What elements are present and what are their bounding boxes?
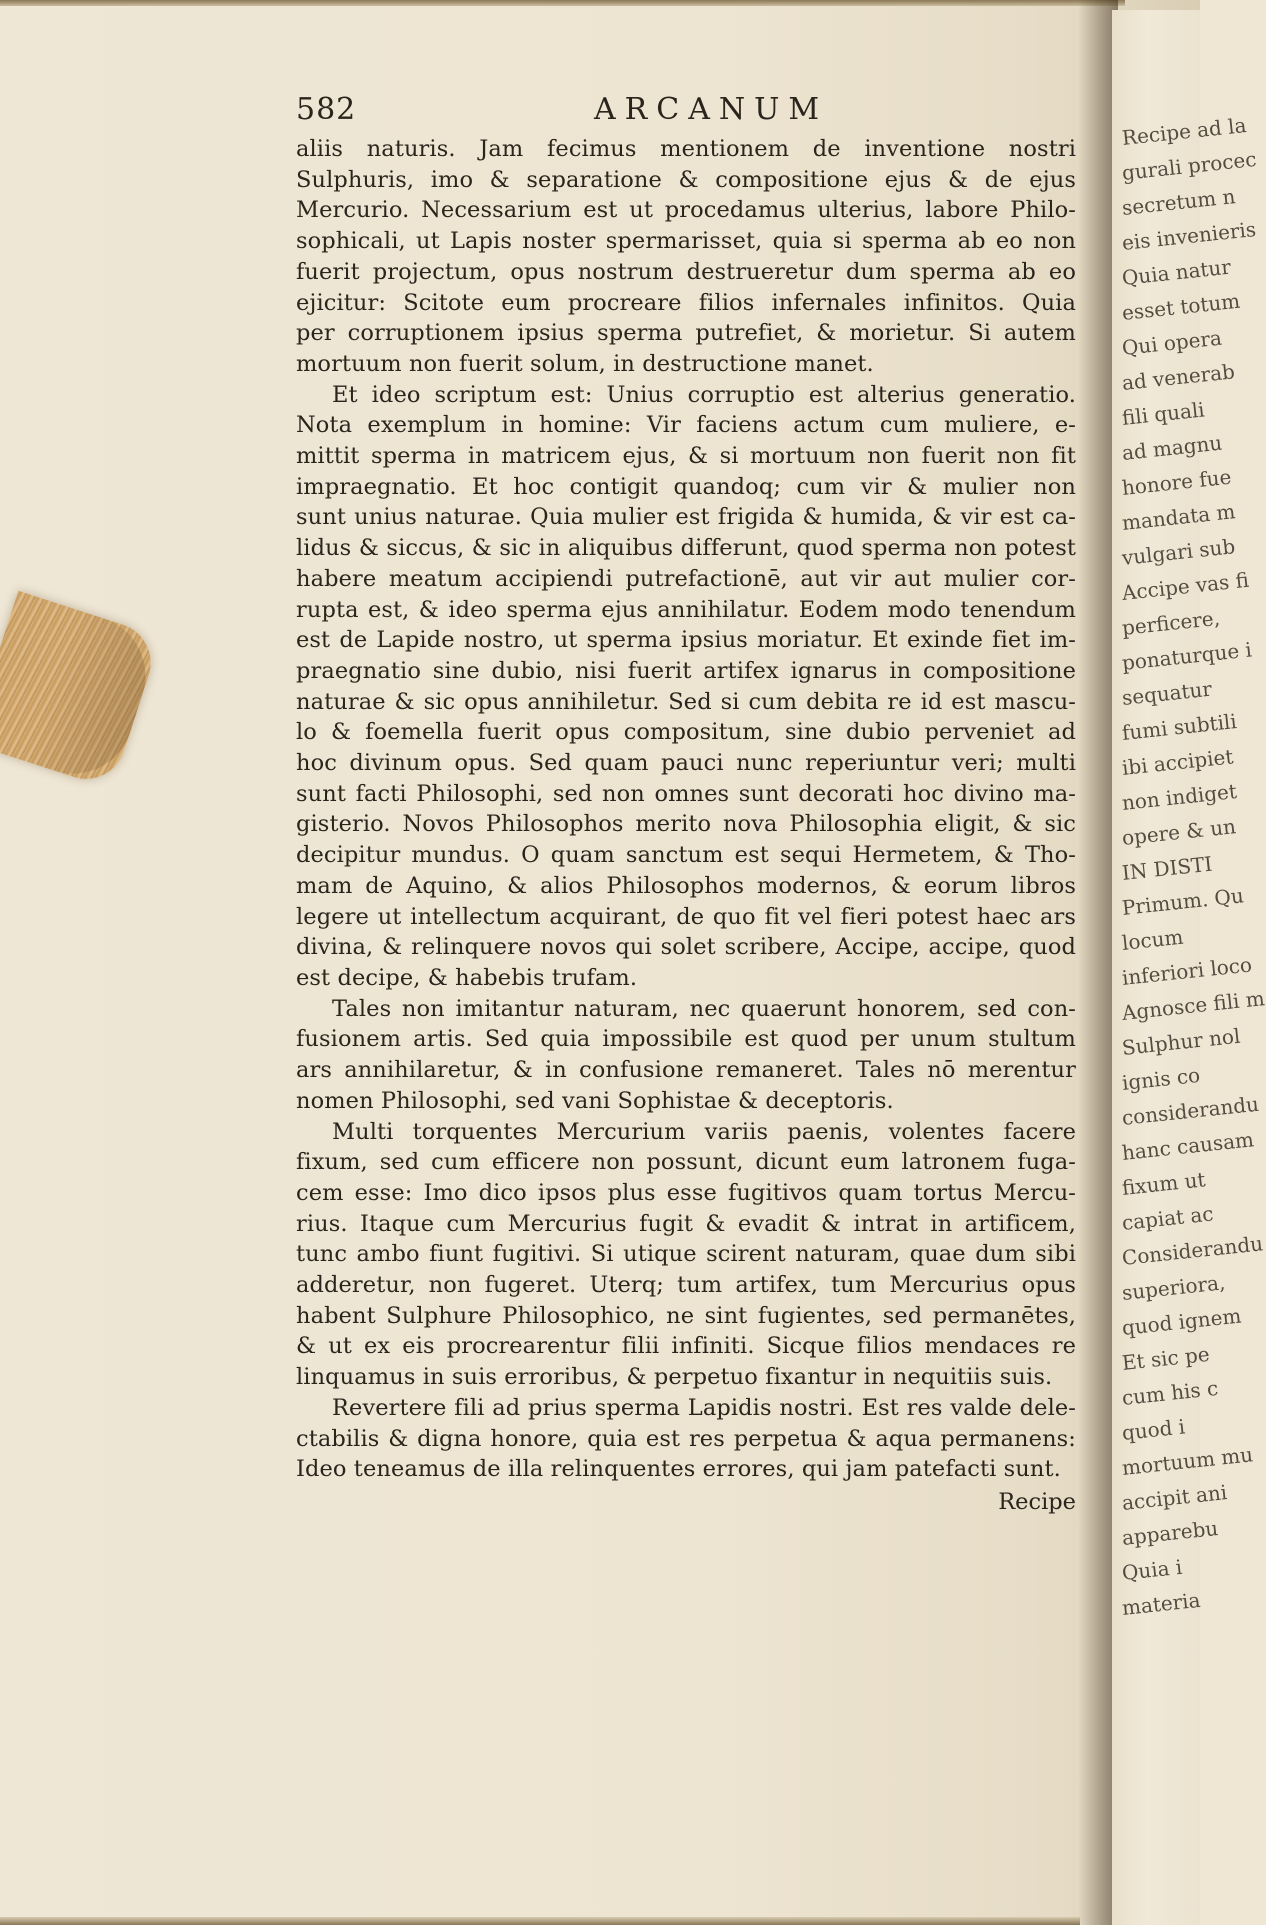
text-line: Sulphuris, imo & separatione & compositione ejus & de ejus	[296, 166, 1076, 193]
page-number: 582	[296, 92, 357, 127]
running-title: ARCANUM	[594, 92, 829, 127]
text-line: Revertere fili ad prius sperma Lapidis nostri. Est res valde dele-	[332, 1394, 1076, 1421]
text-line: est decipe, & habebis trufam.	[296, 964, 638, 991]
book-page	[296, 92, 1076, 1517]
facing-page-line: secretum n	[1120, 184, 1237, 220]
text-line: impraegnatio. Et hoc contigit quandoq; cum vir & mulier non	[296, 473, 1076, 500]
text-line: mortuum non fuerit solum, in destructione manet.	[296, 350, 874, 377]
facing-page-line: ignis co	[1120, 1062, 1202, 1095]
text-line: per corruptionem ipsius sperma putrefiet, & morietur. Si autem	[296, 320, 1076, 347]
text-line: ejicitur: Scitote eum procreare filios infernales infinitos. Quia	[296, 289, 1076, 316]
text-line: hoc divinum opus. Sed quam pauci nunc reperiuntur veri; multi	[296, 750, 1076, 777]
facing-page-line: esset totum	[1120, 288, 1242, 325]
facing-page-line: quod i	[1120, 1414, 1187, 1445]
text-line: sophicali, ut Lapis noster spermarisset, quia si sperma ab eo non	[296, 228, 1076, 255]
facing-page-line: fixum ut	[1120, 1167, 1207, 1200]
text-line: rupta est, & ideo sperma ejus annihilatur. Eodem modo tenendum	[296, 596, 1076, 623]
facing-page-line: Sulphur nol	[1120, 1023, 1242, 1060]
text-line: aliis naturis. Jam fecimus mentionem de inventione nostri	[296, 136, 1076, 162]
page-top-edge	[0, 0, 1125, 6]
facing-page-line: honore fue	[1120, 464, 1233, 500]
text-line: fusionem artis. Sed quia impossibile est quod per unum stultum	[296, 1026, 1076, 1053]
facing-page-line: quod ignem	[1120, 1303, 1243, 1340]
text-line: divina, & relinquere novos qui solet scribere, Accipe, accipe, quod	[296, 934, 1076, 961]
facing-page-line: gurali procec	[1120, 146, 1258, 185]
facing-page-line: accipit ani	[1120, 1480, 1229, 1515]
text-line: mittit sperma in matricem ejus, & si mortuum non fuerit non fit	[296, 443, 1076, 470]
facing-page-line: eis invenieris	[1120, 216, 1258, 255]
facing-page-line: hanc causam	[1120, 1127, 1255, 1165]
text-line: decipitur mundus. O quam sanctum est sequi Hermetem, & Tho-	[296, 842, 1076, 869]
facing-page-line: capiat ac	[1120, 1201, 1215, 1235]
facing-page-line: Qui opera	[1120, 325, 1223, 360]
facing-page-line: superiora,	[1120, 1270, 1227, 1305]
text-line: adderetur, non fugeret. Uterq; tum artifex, tum Mercurius opus	[296, 1272, 1076, 1299]
text-line: ars annihilaretur, & in confusione remaneret. Tales nō merentur	[296, 1057, 1076, 1084]
facing-page-line: fili quali	[1120, 397, 1206, 430]
facing-page-line: ad venerab	[1120, 359, 1236, 395]
facing-page-line: ad magnu	[1120, 430, 1224, 465]
text-line: habere meatum accipiendi putrefactionē, aut vir aut mulier cor-	[296, 565, 1076, 592]
text-line: fuerit projectum, opus nostrum destrueretur dum sperma ab eo	[296, 258, 1076, 285]
facing-page-line: sequatur	[1120, 676, 1213, 710]
text-line: naturae & sic opus annihiletur. Sed si cum debita re id est mascu-	[296, 688, 1076, 715]
text-line: lidus & siccus, & sic in aliquibus differunt, quod sperma non potest	[296, 535, 1076, 562]
facing-page-line: Quia natur	[1120, 254, 1232, 290]
facing-page-line: IN DISTI	[1120, 851, 1214, 885]
text-line: lo & foemella fuerit opus compositum, sine dubio perveniet ad	[296, 719, 1076, 746]
body-text	[296, 134, 1076, 1485]
page-header	[296, 92, 1076, 132]
page-bottom-edge	[0, 1917, 1080, 1925]
text-line: praegnatio sine dubio, nisi fuerit artifex ignarus in compositione	[296, 657, 1076, 684]
text-line: habent Sulphure Philosophico, ne sint fugientes, sed permanētes,	[296, 1302, 1076, 1329]
facing-page-line: considerandu	[1120, 1091, 1260, 1130]
text-line: tunc ambo fiunt fugitivi. Si utique scirent naturam, quae dum sibi	[296, 1241, 1076, 1268]
text-line: & ut ex eis procrearentur filii infiniti. Sicque filios mendaces re	[296, 1333, 1076, 1360]
text-line: Nota exemplum in homine: Vir faciens actum cum muliere, e-	[296, 412, 1076, 439]
text-line: nomen Philosophi, sed vani Sophistae & deceptoris.	[296, 1087, 894, 1114]
facing-page-line: Quia i	[1120, 1554, 1184, 1585]
text-line: rius. Itaque cum Mercurius fugit & evadit & intrat in artificem,	[296, 1210, 1076, 1237]
text-line: sunt unius naturae. Quia mulier est frigida & humida, & vir est ca-	[296, 504, 1076, 531]
facing-page-line: cum his c	[1120, 1375, 1220, 1410]
facing-page-line: materia	[1120, 1587, 1202, 1620]
text-line: ctabilis & digna honore, quia est res perpetua & aqua permanens:	[296, 1425, 1076, 1452]
facing-page-line: fumi subtili	[1120, 709, 1238, 745]
facing-page-line: Recipe ad la	[1120, 113, 1248, 150]
text-line: est de Lapide nostro, ut sperma ipsius moriatur. Et exinde fiet im-	[296, 627, 1076, 654]
facing-page-line: Accipe vas fi	[1120, 567, 1250, 605]
facing-page-line: locum	[1120, 924, 1185, 955]
facing-page-line: Primum. Qu	[1120, 883, 1245, 920]
facing-page-line: non indiget	[1120, 779, 1238, 815]
facing-page-line: Considerandu	[1120, 1231, 1265, 1270]
facing-page-line: inferiori loco	[1120, 952, 1254, 990]
text-line: Multi torquentes Mercurium variis paenis, volentes facere	[332, 1118, 1076, 1145]
text-line: fixum, sed cum efficere non possunt, dicunt eum latronem fuga-	[296, 1149, 1076, 1176]
facing-page-line: Agnosce fili m	[1120, 986, 1266, 1025]
facing-page-line: apparebu	[1120, 1515, 1220, 1550]
facing-page-line: perficere,	[1120, 605, 1222, 640]
facing-page-fragment	[1112, 10, 1266, 1925]
text-line: Ideo teneamus de illa relinquentes errores, qui jam patefacti sunt.	[296, 1456, 1061, 1483]
text-line: legere ut intellectum acquirant, de quo fit vel fieri potest haec ars	[296, 903, 1076, 930]
text-line: sunt facti Philosophi, sed non omnes sunt decorati hoc divino ma-	[296, 780, 1076, 807]
catchword: Recipe	[998, 1488, 1076, 1515]
facing-page-line: mandata m	[1120, 499, 1237, 535]
text-line: linquamus in suis erroribus, & perpetuo fixantur in nequitiis suis.	[296, 1364, 1053, 1391]
text-line: cem esse: Imo dico ipsos plus esse fugitivos quam tortus Mercu-	[296, 1179, 1076, 1206]
text-line: mam de Aquino, & alios Philosophos modernos, & eorum libros	[296, 872, 1076, 899]
text-line: Et ideo scriptum est: Unius corruptio est alterius generatio.	[332, 381, 1076, 408]
facing-page-line: Et sic pe	[1120, 1341, 1211, 1375]
facing-page-line: opere & un	[1120, 814, 1237, 850]
facing-page-line: ponaturque i	[1120, 637, 1253, 675]
text-line: Mercurio. Necessarium est ut procedamus ulterius, labore Philo-	[296, 197, 1076, 224]
facing-page-line: vulgari sub	[1120, 534, 1237, 570]
facing-page-line: mortuum mu	[1120, 1442, 1255, 1480]
facing-page-line: ibi accipiet	[1120, 744, 1235, 780]
text-line: gisterio. Novos Philosophos merito nova Philosophia eligit, & sic	[296, 811, 1076, 838]
text-line: Tales non imitantur naturam, nec quaerunt honorem, sed con-	[332, 995, 1076, 1022]
